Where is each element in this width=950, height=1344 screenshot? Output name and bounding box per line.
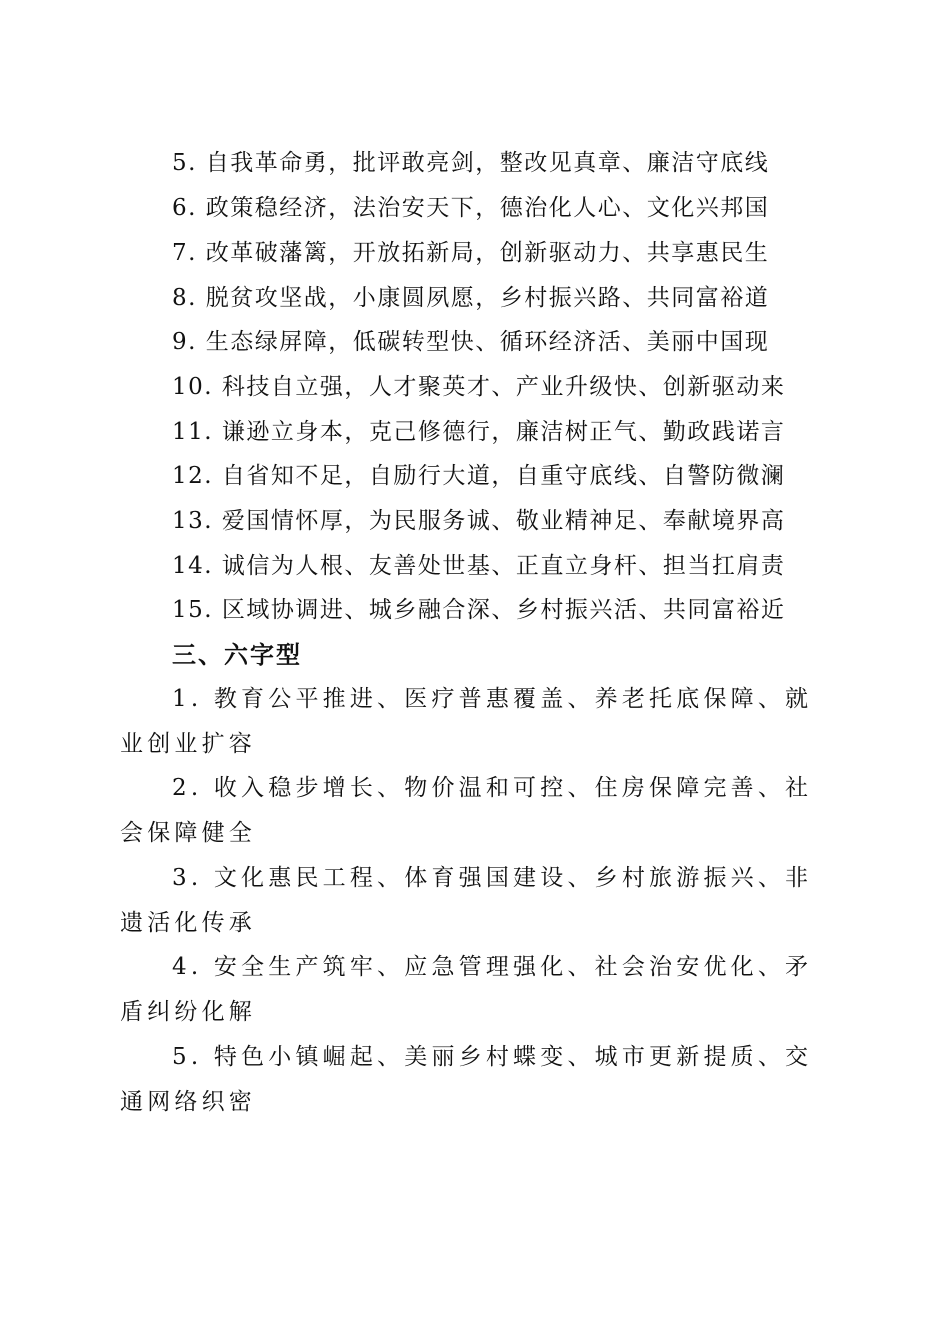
- list-item: 9. 生态绿屏障，低碳转型快、循环经济活、美丽中国现: [172, 329, 770, 355]
- list-item: 12. 自省知不足，自励行大道，自重守底线、自警防微澜: [172, 463, 786, 489]
- list-item: 11. 谦逊立身本，克己修德行，廉洁树正气、勤政践诺言: [172, 419, 786, 445]
- list-item: 6. 政策稳经济，法治安天下，德治化人心、文化兴邦国: [172, 195, 770, 221]
- list-item: 5. 自我革命勇，批评敢亮剑，整改见真章、廉洁守底线: [172, 150, 770, 176]
- paragraph: 3. 文化惠民工程、体育强国建设、乡村旅游振兴、非遗活化传承: [120, 865, 813, 936]
- list-item: 7. 改革破藩篱，开放拓新局，创新驱动力、共享惠民生: [172, 240, 770, 266]
- list-item: 10. 科技自立强，人才聚英才、产业升级快、创新驱动来: [172, 374, 786, 400]
- paragraph: 1. 教育公平推进、医疗普惠覆盖、养老托底保障、就业创业扩容: [120, 686, 813, 757]
- list-item: 14. 诚信为人根、友善处世基、正直立身杆、担当扛肩责: [172, 553, 786, 579]
- list-item: 8. 脱贫攻坚战，小康圆夙愿，乡村振兴路、共同富裕道: [172, 285, 770, 311]
- section-heading: 三、六字型: [172, 641, 302, 669]
- paragraph: 5. 特色小镇崛起、美丽乡村蝶变、城市更新提质、交通网络织密: [120, 1044, 813, 1115]
- paragraph: 2. 收入稳步增长、物价温和可控、住房保障完善、社会保障健全: [120, 775, 813, 846]
- paragraph: 4. 安全生产筑牢、应急管理强化、社会治安优化、矛盾纠纷化解: [120, 954, 813, 1025]
- list-item: 13. 爱国情怀厚，为民服务诚、敬业精神足、奉献境界高: [172, 508, 786, 534]
- list-item: 15. 区域协调进、城乡融合深、乡村振兴活、共同富裕近: [172, 597, 786, 623]
